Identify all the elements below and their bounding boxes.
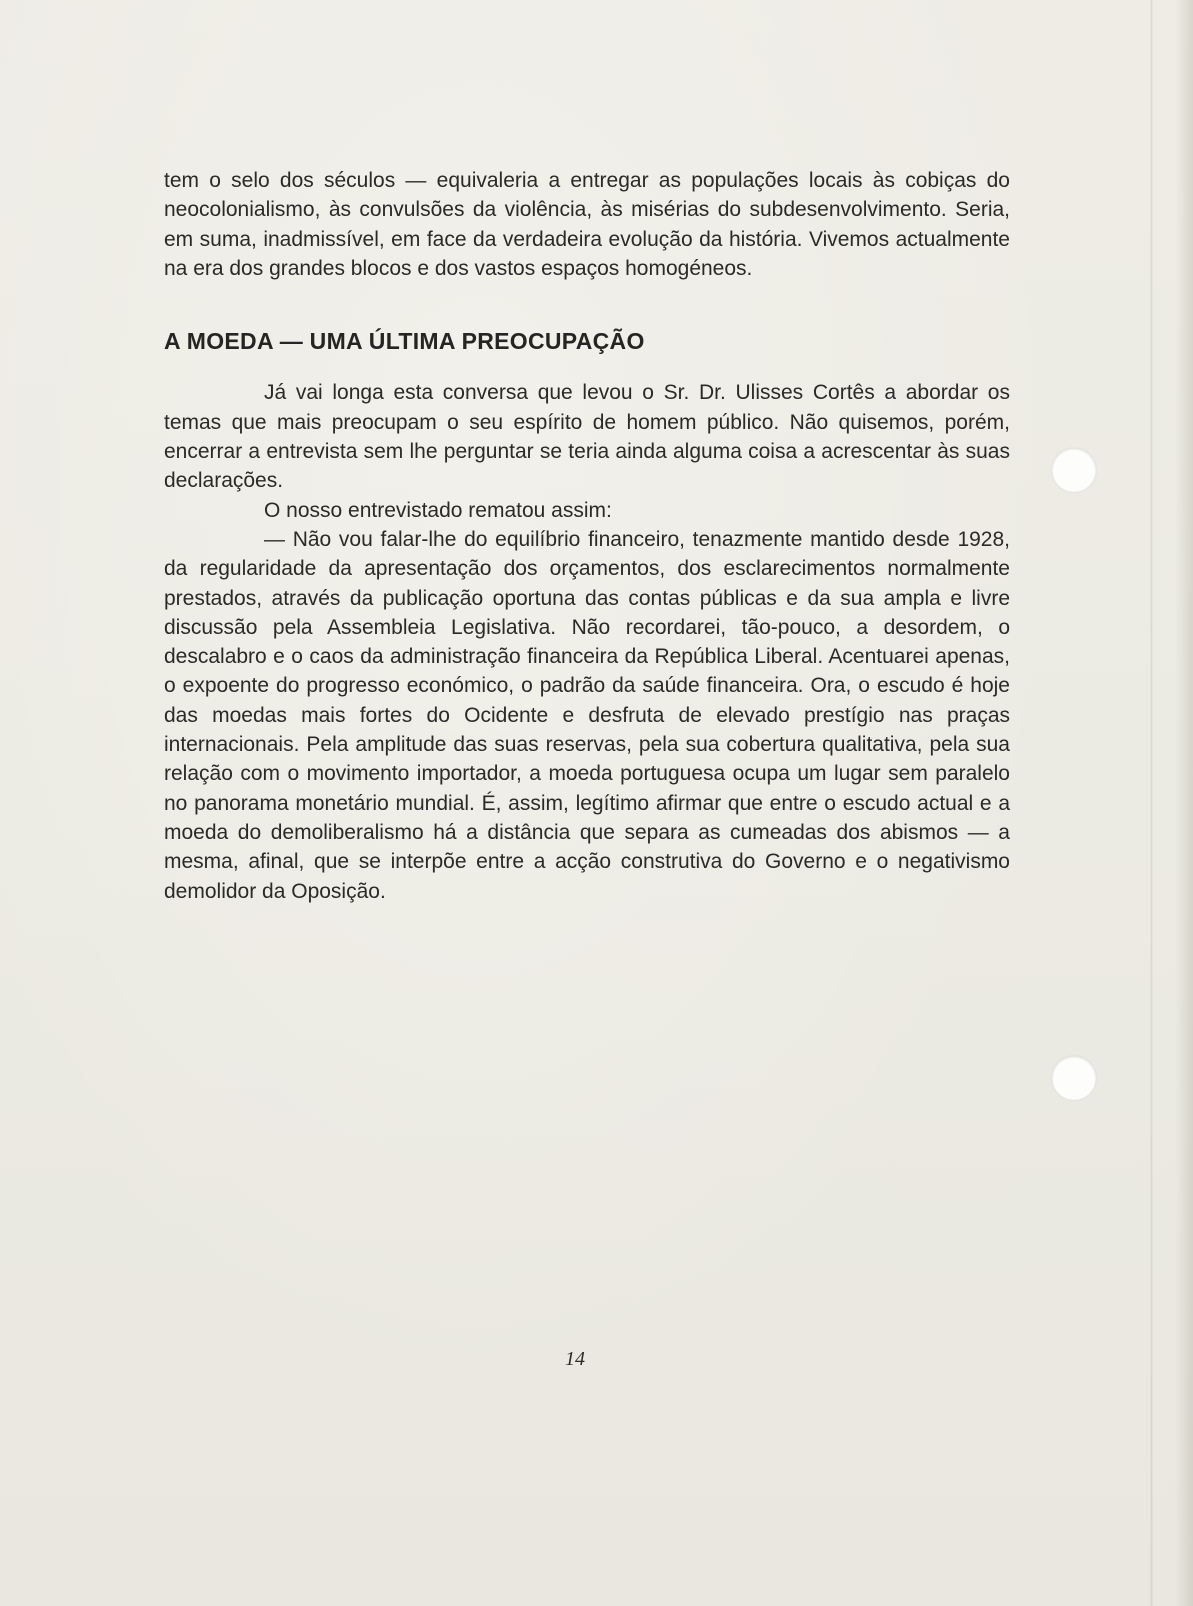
section-heading: A MOEDA — UMA ÚLTIMA PREOCUPAÇÃO <box>164 328 645 355</box>
paragraph-3: — Não vou falar-lhe do equilíbrio financeiro, tenazmente mantido desde 1928, da regularidade da apresentação dos orçamentos, dos esclarecimentos normalmente prestados, através da publicação oportuna das contas públicas e da sua ampla e livre discussão pela Assembleia Legislativa. Não recordarei, tão-pouco, a desordem, o descalabro e o caos da administração financeira da República Liberal. Acentuarei apenas, o expoente do progresso económico, o padrão da saúde financeira. Ora, o escudo é hoje das moedas mais fortes do Ocidente e desfruta de elevado prestígio nas praças internacionais. Pela amplitude das suas reservas, pela sua cobertura qualitativa, pela sua relação com o movimento importador, a moeda portuguesa ocupa um lugar sem paralelo no panorama monetário mundial. É, assim, legítimo afirmar que entre o escudo actual e a moeda do demoliberalismo há a distância que separa as cumeadas dos abismos — a mesma, afinal, que se interpõe entre a acção construtiva do Governo e o negativismo demolidor da Oposição. <box>164 527 1010 903</box>
body-text <box>164 166 1010 906</box>
paragraph-1: Já vai longa esta conversa que levou o Sr. Dr. Ulisses Cortês a abordar os temas que mais preocupam o seu espírito de homem público. Não quisemos, porém, encerrar a entrevista sem lhe perguntar se teria ainda alguma coisa a acrescentar às suas declarações. <box>164 381 1010 493</box>
punch-hole-bottom <box>1052 1056 1096 1100</box>
page-edge-shadow <box>1175 0 1193 1606</box>
paragraph-intro: tem o selo dos séculos — equivaleria a entregar as populações locais às cobiças do neocolonialismo, às convulsões da violência, às misérias do subdesenvolvimento. Seria, em suma, inadmissível, em face da verdadeira evolução da história. Vivemos actualmente na era dos grandes blocos e dos vastos espaços homogéneos. <box>164 169 1010 280</box>
page-number: 14 <box>565 1348 585 1370</box>
punch-hole-top <box>1052 448 1096 492</box>
page-fold <box>1150 0 1153 1606</box>
paragraph-2: O nosso entrevistado rematou assim: <box>264 498 612 522</box>
